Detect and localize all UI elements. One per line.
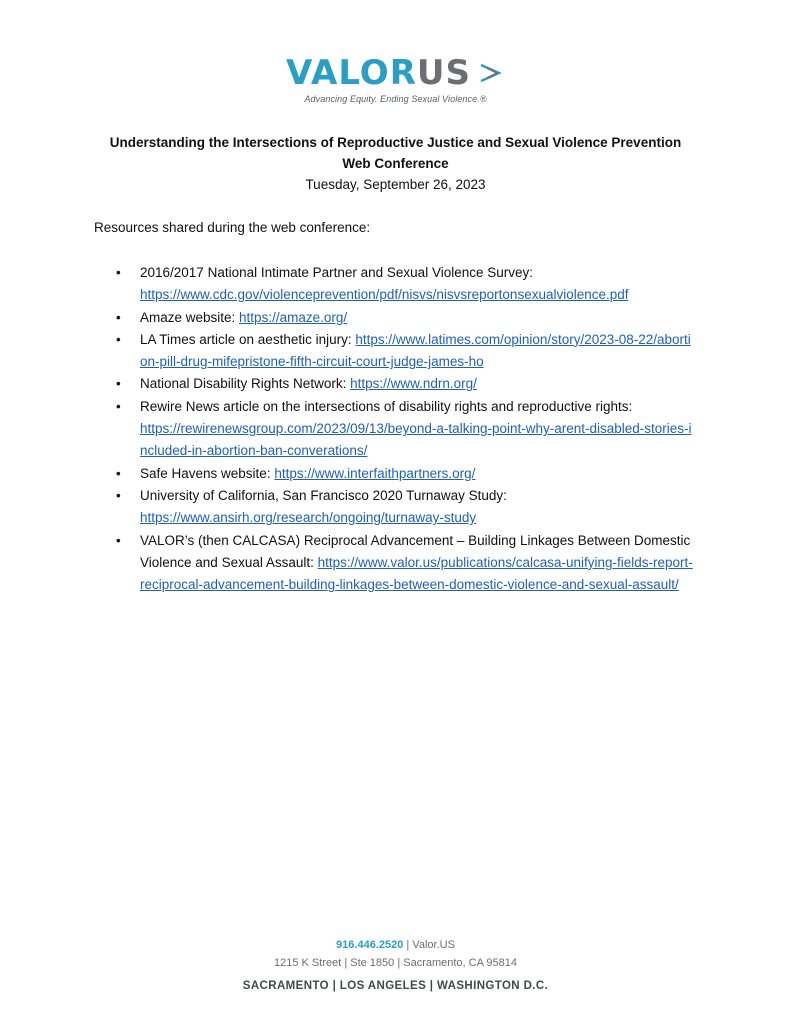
resource-description: Safe Havens website:	[140, 465, 275, 481]
logo-wordmark	[286, 54, 505, 92]
resource-link[interactable]: https://amaze.org/	[239, 309, 348, 325]
resource-link[interactable]: https://www.interfaithpartners.org/	[274, 465, 476, 481]
resource-description: LA Times article on aesthetic injury:	[140, 331, 356, 347]
title-line-2: Web Conference	[342, 156, 449, 171]
resource-link[interactable]: https://www.latimes.com/opinion/story/2023-08-22/abortion-pill-drug-mifepristone-fifth-circuit-court-judge-james-ho	[140, 331, 691, 370]
document-title	[0, 132, 791, 195]
list-item	[116, 329, 696, 374]
footer	[0, 936, 791, 992]
resource-description: University of California, San Francisco 2020 Turnaway Study:	[140, 487, 507, 503]
resource-description: VALOR’s (then CALCASA) Reciprocal Advancement – Building Linkages Between Domestic Violence and Sexual Assault:	[140, 532, 691, 570]
logo-us-text: US	[416, 53, 471, 93]
logo-tagline: Advancing Equity. Ending Sexual Violence.®	[304, 94, 487, 104]
footer-website: | Valor.US	[403, 939, 455, 951]
list-item	[116, 262, 696, 307]
list-item	[116, 373, 696, 395]
resource-description: 2016/2017 National Intimate Partner and Sexual Violence Survey:	[140, 265, 534, 280]
list-item	[116, 307, 696, 329]
bullet-icon: •	[116, 465, 121, 481]
list-item	[116, 485, 696, 530]
list-item	[116, 396, 696, 463]
resource-link[interactable]: https://www.cdc.gov/violenceprevention/pdf/nisvs/nisvsreportonsexualviolence.pdf	[140, 287, 629, 303]
intro-text: Resources shared during the web conference:	[94, 220, 371, 235]
title-line-1: Understanding the Intersections of Reproductive Justice and Sexual Violence Prevention	[109, 135, 682, 150]
bullet-icon: •	[116, 309, 121, 325]
bullet-icon: •	[116, 398, 121, 414]
resource-link[interactable]: https://www.ansirh.org/research/ongoing/turnaway-study	[140, 510, 477, 526]
footer-cities: SACRAMENTO | LOS ANGELES | WASHINGTON D.C.	[242, 980, 549, 992]
footer-address: 1215 K Street | Ste 1850 | Sacramento, CA 95814	[274, 957, 517, 969]
resource-link[interactable]: https://www.valor.us/publications/calcasa-unifying-fields-report-reciprocal-advancement-building-linkages-between-domestic-violence-and-sexual-assault/	[140, 554, 693, 593]
header-logo	[0, 54, 791, 104]
list-item	[116, 463, 696, 485]
resource-link[interactable]: https://rewirenewsgroup.com/2023/09/13/beyond-a-talking-point-why-arent-disabled-stories-included-in-abortion-ban-converations/	[140, 421, 692, 459]
chevron-logo-icon	[477, 59, 505, 87]
resource-description: National Disability Rights Network:	[140, 376, 351, 392]
bullet-icon: •	[116, 487, 121, 503]
resource-description: Rewire News article on the intersections of disability rights and reproductive rights:	[140, 398, 633, 414]
bullet-icon: •	[116, 532, 121, 548]
list-item	[116, 530, 696, 597]
footer-contact	[0, 936, 791, 954]
event-date: Tuesday, September 26, 2023	[305, 177, 486, 192]
bullet-icon: •	[116, 331, 121, 347]
bullet-icon: •	[116, 376, 121, 392]
logo-valor-text: VALOR	[286, 53, 417, 93]
resource-list	[116, 262, 696, 596]
resource-description: Amaze website:	[140, 309, 240, 325]
resource-link[interactable]: https://www.ndrn.org/	[350, 376, 477, 392]
bullet-icon: •	[116, 265, 121, 280]
footer-phone: 916.446.2520	[336, 939, 404, 951]
